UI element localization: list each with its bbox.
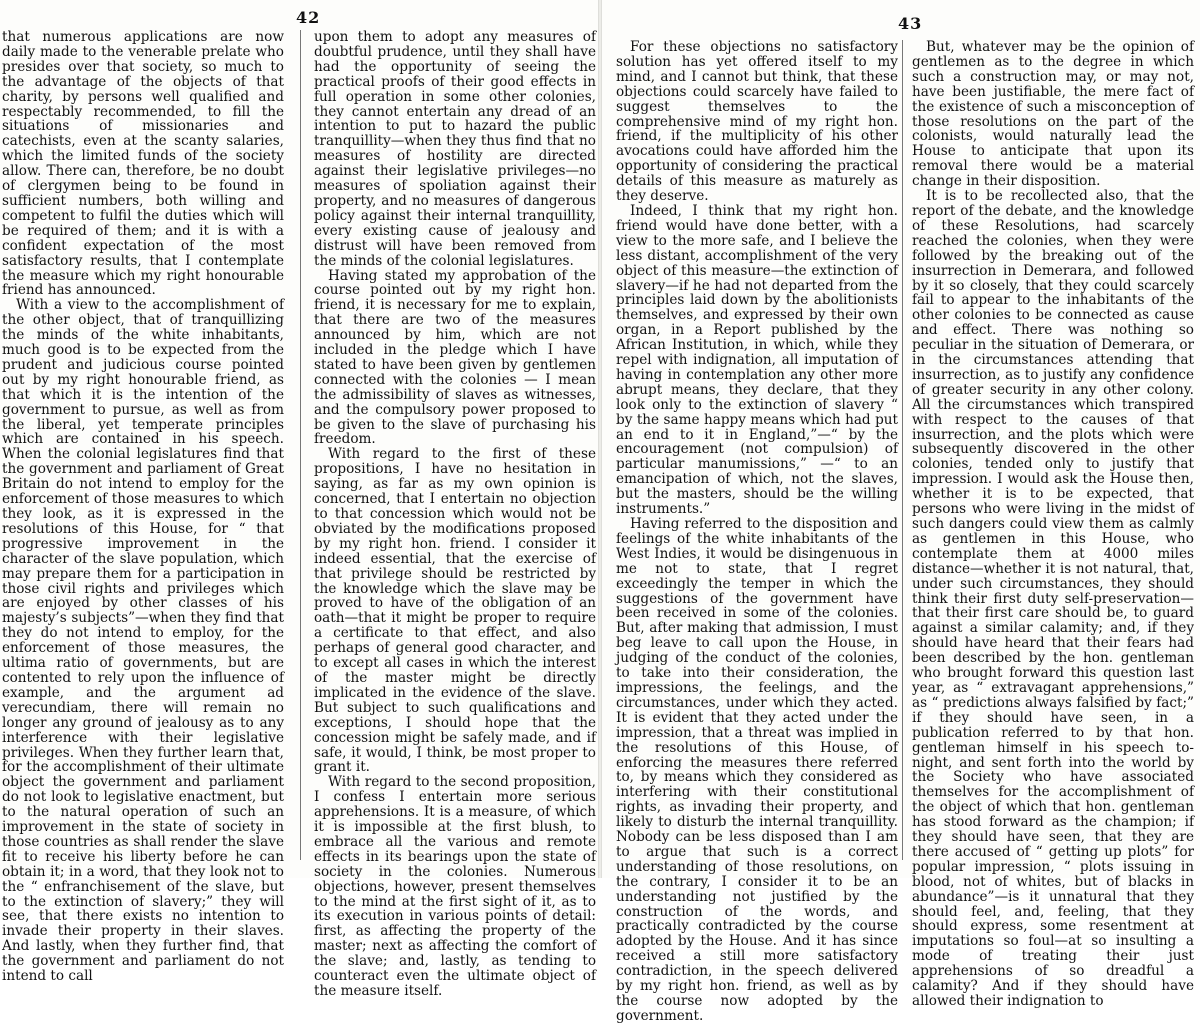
paragraph: But, whatever may be the opinion of gentlemen as to the degree in which such a construction may, or may not, have been justifiable, the mere fact of the existence of such a misconception of those resolutions on the part of the colonists, would naturally lead the House to anticipate that upon its removal there would be a material change in their disposition. bbox=[912, 39, 1194, 190]
paragraph: Indeed, I think that my right hon. friend would have done better, with a view to the more safe, and I believe the less distant, accomplishment of the very object of this measure—the extinction of slavery—if he had not departed from the principles laid down by the abolitionists themselves, and expressed by their own organ, in a Report published by the African Institution, in which, while they repel with indignation, all imputation of having in contemplation any other more abrupt means, they declare, that they look only to the extinction of slavery “ by the same happy means which had put an end to it in England,”—“ by the encouragement (not compulsion) of particular manumissions,” —“ to an emancipation of which, not the slaves, but the masters, should be the willing instruments.” bbox=[616, 202, 898, 518]
text-column-right bbox=[912, 40, 1194, 1009]
page-right bbox=[602, 0, 1200, 1024]
paragraph: upon them to adopt any measures of doubtful prudence, until they shall have had the opportunity of seeing the practical proofs of their good effects in full operation in some other colonies, they cannot entertain any dread of an intention to put to hazard the public tranquillity—when they thus find that no measures of hostility are directed against their legislative privileges—no measures of spoliation against their property, and no measures of dangerous policy against their internal tranquillity, every existing cause of jealousy and distrust will have been removed from the minds of the colonial legislatures. bbox=[314, 29, 596, 269]
paragraph: With a view to the accomplishment of the other object, that of tranquillizing the minds of the white inhabitants, much good is to be expected from the prudent and judicious course pointed out by my right honourable friend, as that which it is the intention of the government to pursue, as well as from the liberal, yet temperate principles which are contained in his speech. When the colonial legislatures find that the government and parliament of Great Britain do not intend to employ for the enforcement of those measures to which they look, as it is expressed in the resolutions of this House, for “ that progressive improvement in the character of the slave population, which may prepare them for a participation in those civil rights and privileges which are enjoyed by other classes of his majesty’s subjects”—when they find that they do not intend to employ, for the enforcement of those measures, the ultima ratio of governments, but are contented to rely upon the influence of example, and the argument ad verecundiam, there will remain no longer any ground of jealousy as to any interference with their legislative privileges. When they further learn that, for the accomplishment of their ultimate object the government and parliament do not look to legislative enactment, but to the natural operation of such an improvement in the state of society in those countries as shall render the slave fit to receive his liberty before he can obtain it; in a word, that they look not to the “ enfranchisement of the slave, but to the extinction of slavery;” they will see, that there exists no intention to invade their property in their slaves. And lastly, when they further find, that the government and parliament do not intend to call bbox=[2, 297, 284, 985]
paragraph: For these objections no satisfactory solution has yet offered itself to my mind, and I cannot but think, that these objections could scarcely have failed to suggest themselves to the comprehensive mind of my right hon. friend, if the multiplicity of his other avocations could have afforded him the opportunity of considering the practical details of this measure as maturely as they deserve. bbox=[616, 39, 898, 205]
column-divider bbox=[300, 30, 301, 860]
paragraph: With regard to the first of these propositions, I have no hesitation in saying, as far as my own opinion is concerned, that I entertain no objection to that concession which would not be obviated by the modifications proposed by my right hon. friend. I consider it indeed essential, that the exercise of that privilege should be restricted by the knowledge which the slave may be proved to have of the obligation of an oath—that it might be proper to require a certificate to that effect, and also perhaps of general good character, and to except all cases in which the interest of the master might be directly implicated in the evidence of the slave. But subject to such qualifications and exceptions, I should hope that the concession might be safely made, and if safe, it would, I think, be most proper to grant it. bbox=[314, 446, 596, 776]
paragraph: that numerous applications are now daily made to the venerable prelate who presides over that society, so much to the advantage of the objects of that charity, by persons well qualified and respectably recommended, to fill the situations of missionaries and catechists, even at the scanty salaries, which the limited funds of the society allow. There can, therefore, be no doubt of clergymen being to be found in sufficient numbers, both willing and competent to fulfil the duties which will be required of them; and it is with a confident expectation of the most satisfactory results, that I contemplate the measure which my right honourable friend has announced. bbox=[2, 29, 284, 299]
paragraph: Having referred to the disposition and feelings of the white inhabitants of the West Indies, it would be disingenuous in me not to state, that I regret exceedingly the temper in which the suggestions of the government have been received in some of the colonies. But, after making that admission, I must beg leave to call upon the House, in judging of the conduct of the colonies, to take into their consideration, the impressions, the feelings, and the circumstances, under which they acted. It is evident that they acted under the impression, that a threat was implied in the resolutions of this House, of enforcing the measures there referred to, by means which they considered as interfering with their constitutional rights, as invading their property, and likely to disturb the internal tranquillity. Nobody can be less disposed than I am to argue that such is a correct understanding of those resolutions, on the contrary, I consider it to be an understanding not justified by the construction of the words, and practically contradicted by the course adopted by the House. And it has since received a still more satisfactory contradiction, in the speech delivered by my right hon. friend, as well as by the course now adopted by the government. bbox=[616, 516, 898, 1024]
column-divider bbox=[902, 40, 903, 860]
page-left bbox=[0, 0, 598, 999]
page-number: 43 bbox=[898, 14, 923, 33]
text-column-left bbox=[2, 30, 284, 984]
text-column-right bbox=[314, 30, 596, 999]
page-number: 42 bbox=[296, 8, 321, 27]
paragraph: Having stated my approbation of the course pointed out by my right hon. friend, it is necessary for me to explain, that there are two of the measures announced by him, which are not included in the pledge which I have stated to have been given by gentlemen connected with the colonies — I mean the admissibility of slaves as witnesses, and the compulsory power proposed to be given to the slave of purchasing his freedom. bbox=[314, 267, 596, 448]
paragraph: With regard to the second proposition, I confess I entertain more serious apprehensions. It is a measure, of which it is impossible at the first blush, to embrace all the various and remote effects in its bearings upon the state of society in the colonies. Numerous objections, however, present themselves to the mind at the first sight of it, as to its execution in various points of detail: first, as affecting the property of the master; next as affecting the comfort of the slave; and, lastly, as tending to counteract even the ultimate object of the measure itself. bbox=[314, 774, 596, 999]
text-column-left bbox=[616, 40, 898, 1024]
paragraph: It is to be recollected also, that the report of the debate, and the knowledge of these Resolutions, had scarcely reached the colonies, when they were followed by the breaking out of the insurrection in Demerara, and followed by it so closely, that they could scarcely fail to appear to the inhabitants of the other colonies to be connected as cause and effect. There was nothing so peculiar in the situation of Demerara, or in the circumstances attending that insurrection, as to justify any confidence of greater security in any other colony. All the circumstances which transpired with respect to the causes of that insurrection, and the plots which were subsequently discovered in the other colonies, tended only to justify that impression. I would ask the House then, whether it is to be expected, that persons who were living in the midst of such dangers could view them as calmly as gentlemen in this House, who contemplate them at 4000 miles distance—whether it is not natural, that, under such circumstances, they should think their first duty self-preservation—that their first care should be, to guard against a similar calamity; and, if they should have heard that their fears had been described by the hon. gentleman who brought forward this question last year, as “ extravagant apprehensions,” as “ predictions always falsified by fact;” if they should have seen, in a publication referred to by that hon. gentleman himself in his speech to-night, and sent forth into the world by the Society who have associated themselves for the accomplishment of the object of which that hon. gentleman has stood forward as the champion; if they should have seen, that they are there accused of “ getting up plots” for popular impression, “ plots issuing in blood, not of whites, but of blacks in abundance”—is it unnatural that they should feel, and, feeling, that they should express, some resentment at imputations so foul—at so insulting a mode of treating their just apprehensions of so dreadful a calamity? And if they should have allowed their indignation to bbox=[912, 188, 1194, 1009]
